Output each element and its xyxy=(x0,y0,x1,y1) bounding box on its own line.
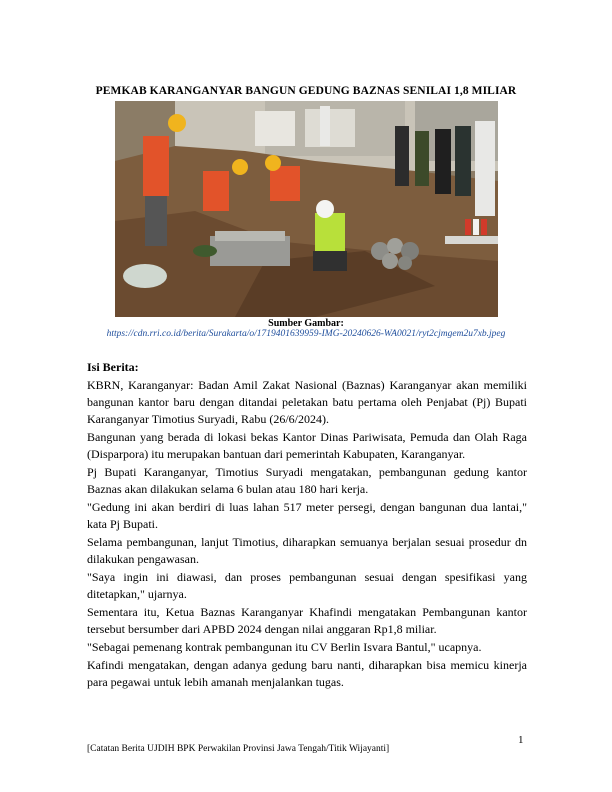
page-number: 1 xyxy=(518,734,524,746)
image-source-url: https://cdn.rri.co.id/berita/Surakarta/o/1719401639959-IMG-20240626-WA0021/ryt2cjmgem2u7xb.jpeg xyxy=(106,329,506,339)
image-source-label: Sumber Gambar: xyxy=(268,318,344,329)
paragraph: Selama pembangunan, lanjut Timotius, diharapkan semuanya berjalan sesuai prosedur dn dilakukan pengawasan. xyxy=(87,535,527,566)
paragraph: "Gedung ini akan berdiri di luas lahan 517 meter persegi, dengan bangunan dua lantai," kata Pj Bupati. xyxy=(87,500,527,531)
document-title: PEMKAB KARANGANYAR BANGUN GEDUNG BAZNAS SENILAI 1,8 MILIAR xyxy=(95,85,517,97)
paragraph: Pj Bupati Karanganyar, Timotius Suryadi mengatakan, pembangunan gedung kantor Baznas akan dilakukan selama 6 bulan atau 180 hari kerja. xyxy=(87,465,527,496)
paragraph: "Saya ingin ini diawasi, dan proses pembangunan sesuai dengan spesifikasi yang ditetapkan," ujarnya. xyxy=(87,570,527,601)
footer-note: [Catatan Berita UJDIH BPK Perwakilan Provinsi Jawa Tengah/Titik Wijayanti] xyxy=(87,744,390,754)
paragraph: Bangunan yang berada di lokasi bekas Kantor Dinas Pariwisata, Pemuda dan Olah Raga (Disparpora) itu merupakan bantuan dari pemerintah Kabupaten, Karanganyar. xyxy=(87,430,527,461)
paragraph: Sementara itu, Ketua Baznas Karanganyar Khafindi mengatakan Pembangunan kantor tersebut bersumber dari APBD 2024 dengan nilai anggaran Rp1,8 miliar. xyxy=(87,605,527,636)
section-heading: Isi Berita: xyxy=(87,360,139,374)
paragraph: KBRN, Karanganyar: Badan Amil Zakat Nasional (Baznas) Karanganyar akan memiliki bangunan kantor baru dengan ditandai peletakan batu pertama oleh Penjabat (Pj) Bupati Karanganyar Timotius Suryadi, Rabu (26/6/2024). xyxy=(87,378,527,426)
news-photo xyxy=(115,101,498,317)
paragraph: Kafindi mengatakan, dengan adanya gedung baru nanti, diharapkan bisa memicu kinerja para pegawai untuk lebih amanah menjalankan tugas. xyxy=(87,658,527,689)
paragraph: "Sebagai pemenang kontrak pembangunan itu CV Berlin Isvara Bantul," ucapnya. xyxy=(87,640,482,654)
construction-scene-photo xyxy=(115,101,498,317)
article-body xyxy=(87,359,527,692)
